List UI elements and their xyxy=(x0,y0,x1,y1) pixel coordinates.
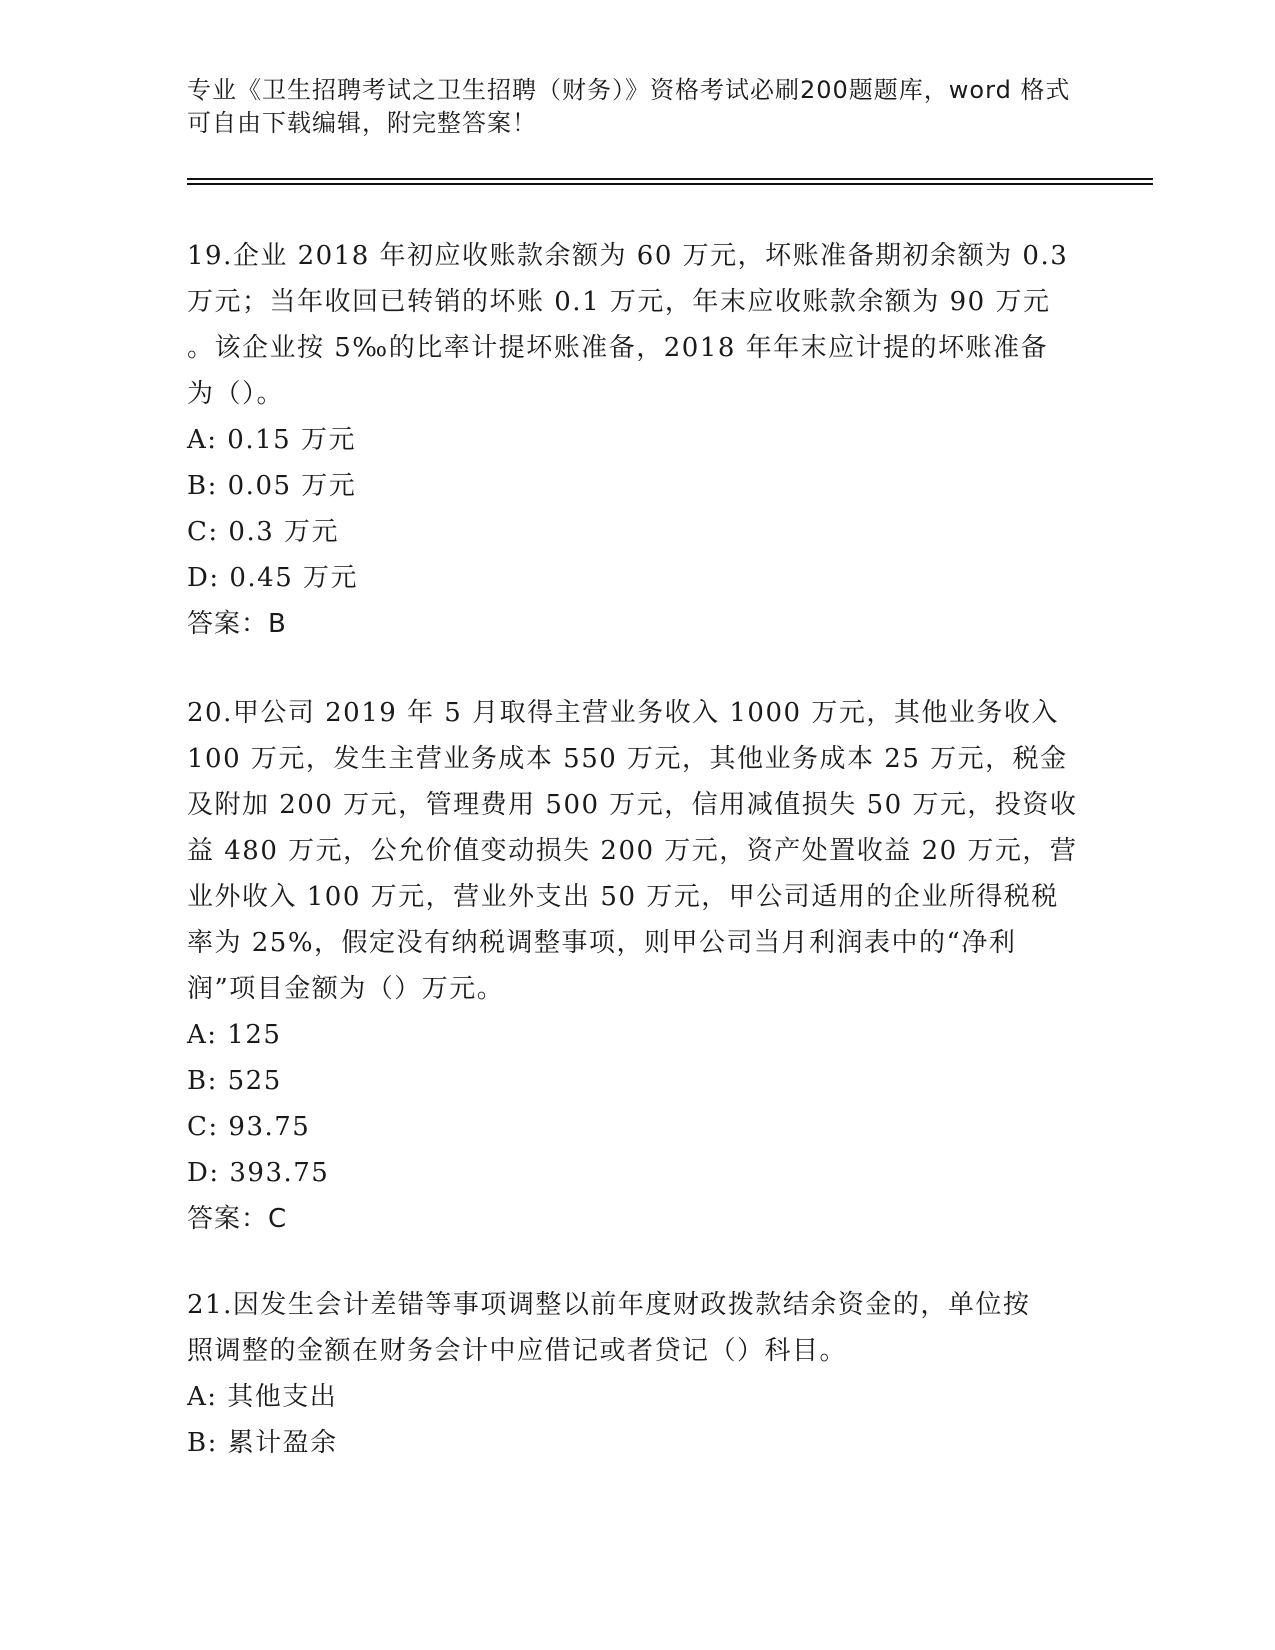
question-text-line: 。该企业按 5‰的比率计提坏账准备，2018 年年末应计提的坏账准备 xyxy=(187,333,1049,363)
header-divider-top xyxy=(187,178,1153,180)
option-d: D: 393.75 xyxy=(187,1158,330,1188)
document-header xyxy=(187,74,1087,140)
option-a: A: 125 xyxy=(187,1020,282,1050)
option-d: D: 0.45 万元 xyxy=(187,563,359,593)
header-divider-bottom xyxy=(187,183,1153,185)
header-line-2: 可自由下载编辑，附完整答案！ xyxy=(187,109,537,137)
question-text-line: 100 万元，发生主营业务成本 550 万元，其他业务成本 25 万元，税金 xyxy=(187,744,1068,774)
option-a: A: 0.15 万元 xyxy=(187,425,356,455)
question-21 xyxy=(187,1282,1087,1466)
option-c: C: 0.3 万元 xyxy=(187,517,340,547)
option-b: B: 累计盈余 xyxy=(187,1428,338,1458)
answer-label: 答案：B xyxy=(187,609,287,639)
question-text-line: 21.因发生会计差错等事项调整以前年度财政拨款结余资金的，单位按 xyxy=(187,1290,1031,1320)
question-text-line: 率为 25%，假定没有纳税调整事项，则甲公司当月利润表中的“净利 xyxy=(187,928,1017,958)
question-19 xyxy=(187,233,1087,647)
question-text-line: 润”项目金额为（）万元。 xyxy=(187,974,505,1004)
question-20 xyxy=(187,690,1087,1242)
option-a: A: 其他支出 xyxy=(187,1382,338,1412)
header-line-1: 专业《卫生招聘考试之卫生招聘（财务）》资格考试必刷200题题库，word 格式 xyxy=(187,76,1071,104)
option-b: B: 525 xyxy=(187,1066,282,1096)
question-text-line: 益 480 万元，公允价值变动损失 200 万元，资产处置收益 20 万元，营 xyxy=(187,836,1078,866)
question-text-line: 及附加 200 万元，管理费用 500 万元，信用减值损失 50 万元，投资收 xyxy=(187,790,1078,820)
question-text-line: 万元；当年收回已转销的坏账 0.1 万元，年末应收账款余额为 90 万元 xyxy=(187,287,1051,317)
answer-label: 答案：C xyxy=(187,1204,288,1234)
question-text-line: 业外收入 100 万元，营业外支出 50 万元，甲公司适用的企业所得税税 xyxy=(187,882,1059,912)
question-text-line: 照调整的金额在财务会计中应借记或者贷记（）科目。 xyxy=(187,1336,848,1366)
question-text-line: 20.甲公司 2019 年 5 月取得主营业务收入 1000 万元，其他业务收入 xyxy=(187,698,1059,728)
question-text-line: 19.企业 2018 年初应收账款余额为 60 万元，坏账准备期初余额为 0.3 xyxy=(187,241,1069,271)
question-text-line: 为（）。 xyxy=(187,379,285,409)
option-c: C: 93.75 xyxy=(187,1112,311,1142)
option-b: B: 0.05 万元 xyxy=(187,471,357,501)
